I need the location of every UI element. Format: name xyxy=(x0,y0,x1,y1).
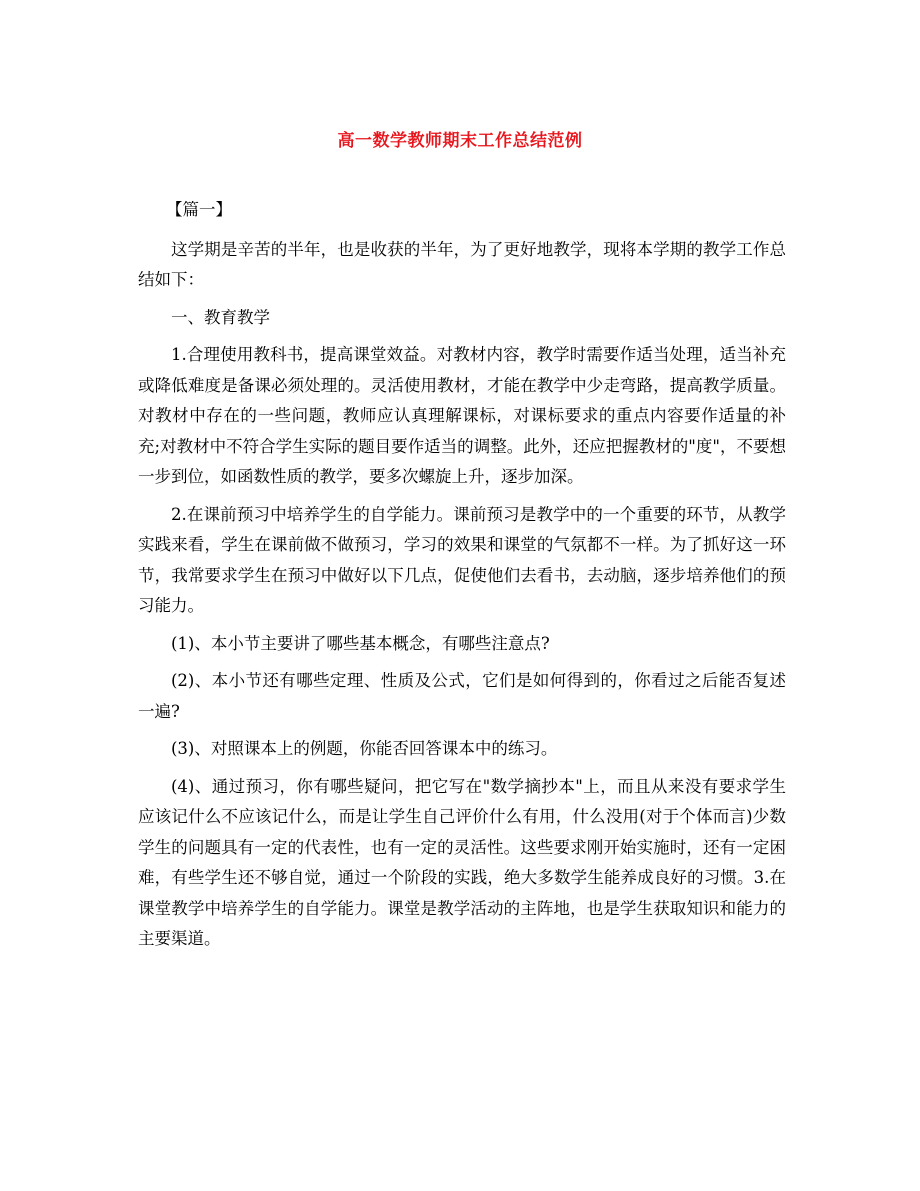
document-body xyxy=(138,195,786,962)
section-label: 【篇一】 xyxy=(166,200,233,219)
document-title: 高一数学教师期末工作总结范例 xyxy=(337,131,583,151)
paragraph-intro: 这学期是辛苦的半年，也是收获的半年，为了更好地教学，现将本学期的教学工作总结如下： xyxy=(138,239,786,289)
paragraph-preview: 2.在课前预习中培养学生的自学能力。课前预习是教学中的一个重要的环节，从教学实践来看，学生在课前做不做预习，学习的效果和课堂的气氛都不一样。为了抓好这一环节，我常要求学生在预习中做好以下几点，促使他们去看书，去动脑，逐步培养他们的预习能力。 xyxy=(138,504,786,615)
heading-education: 一、教育教学 xyxy=(171,307,270,327)
paragraph-textbook: 1.合理使用教科书，提高课堂效益。对教材内容，教学时需要作适当处理，适当补充或降低难度是备课必须处理的。灵活使用教材，才能在教学中少走弯路，提高教学质量。对教材中存在的一些问题，教师应认真理解课标，对课标要求的重点内容要作适量的补充;对教材中不符合学生实际的题目要作适当的调整。此外，还应把握教材的"度"，不要想一步到位，如函数性质的教学，要多次螺旋上升，逐步加深。 xyxy=(138,345,786,486)
list-item-1: (1)、本小节主要讲了哪些基本概念，有哪些注意点? xyxy=(171,633,550,653)
list-item-2: (2)、本小节还有哪些定理、性质及公式，它们是如何得到的，你看过之后能否复述一遍? xyxy=(138,671,786,721)
list-item-4: (4)、通过预习，你有哪些疑问，把它写在"数学摘抄本"上，而且从来没有要求学生应该记什么不应该记什么，而是让学生自己评价什么有用，什么没用(对于个体而言)少数学生的问题具有一定的代表性，也有一定的灵活性。这些要求刚开始实施时，还有一定困难，有些学生还不够自觉，通过一个阶段的实践，绝大多数学生能养成良好的习惯。3.在课堂教学中培养学生的自学能力。课堂是教学活动的主阵地，也是学生获取知识和能力的主要渠道。 xyxy=(138,776,786,948)
list-item-3: (3)、对照课本上的例题，你能否回答课本中的练习。 xyxy=(171,739,558,758)
